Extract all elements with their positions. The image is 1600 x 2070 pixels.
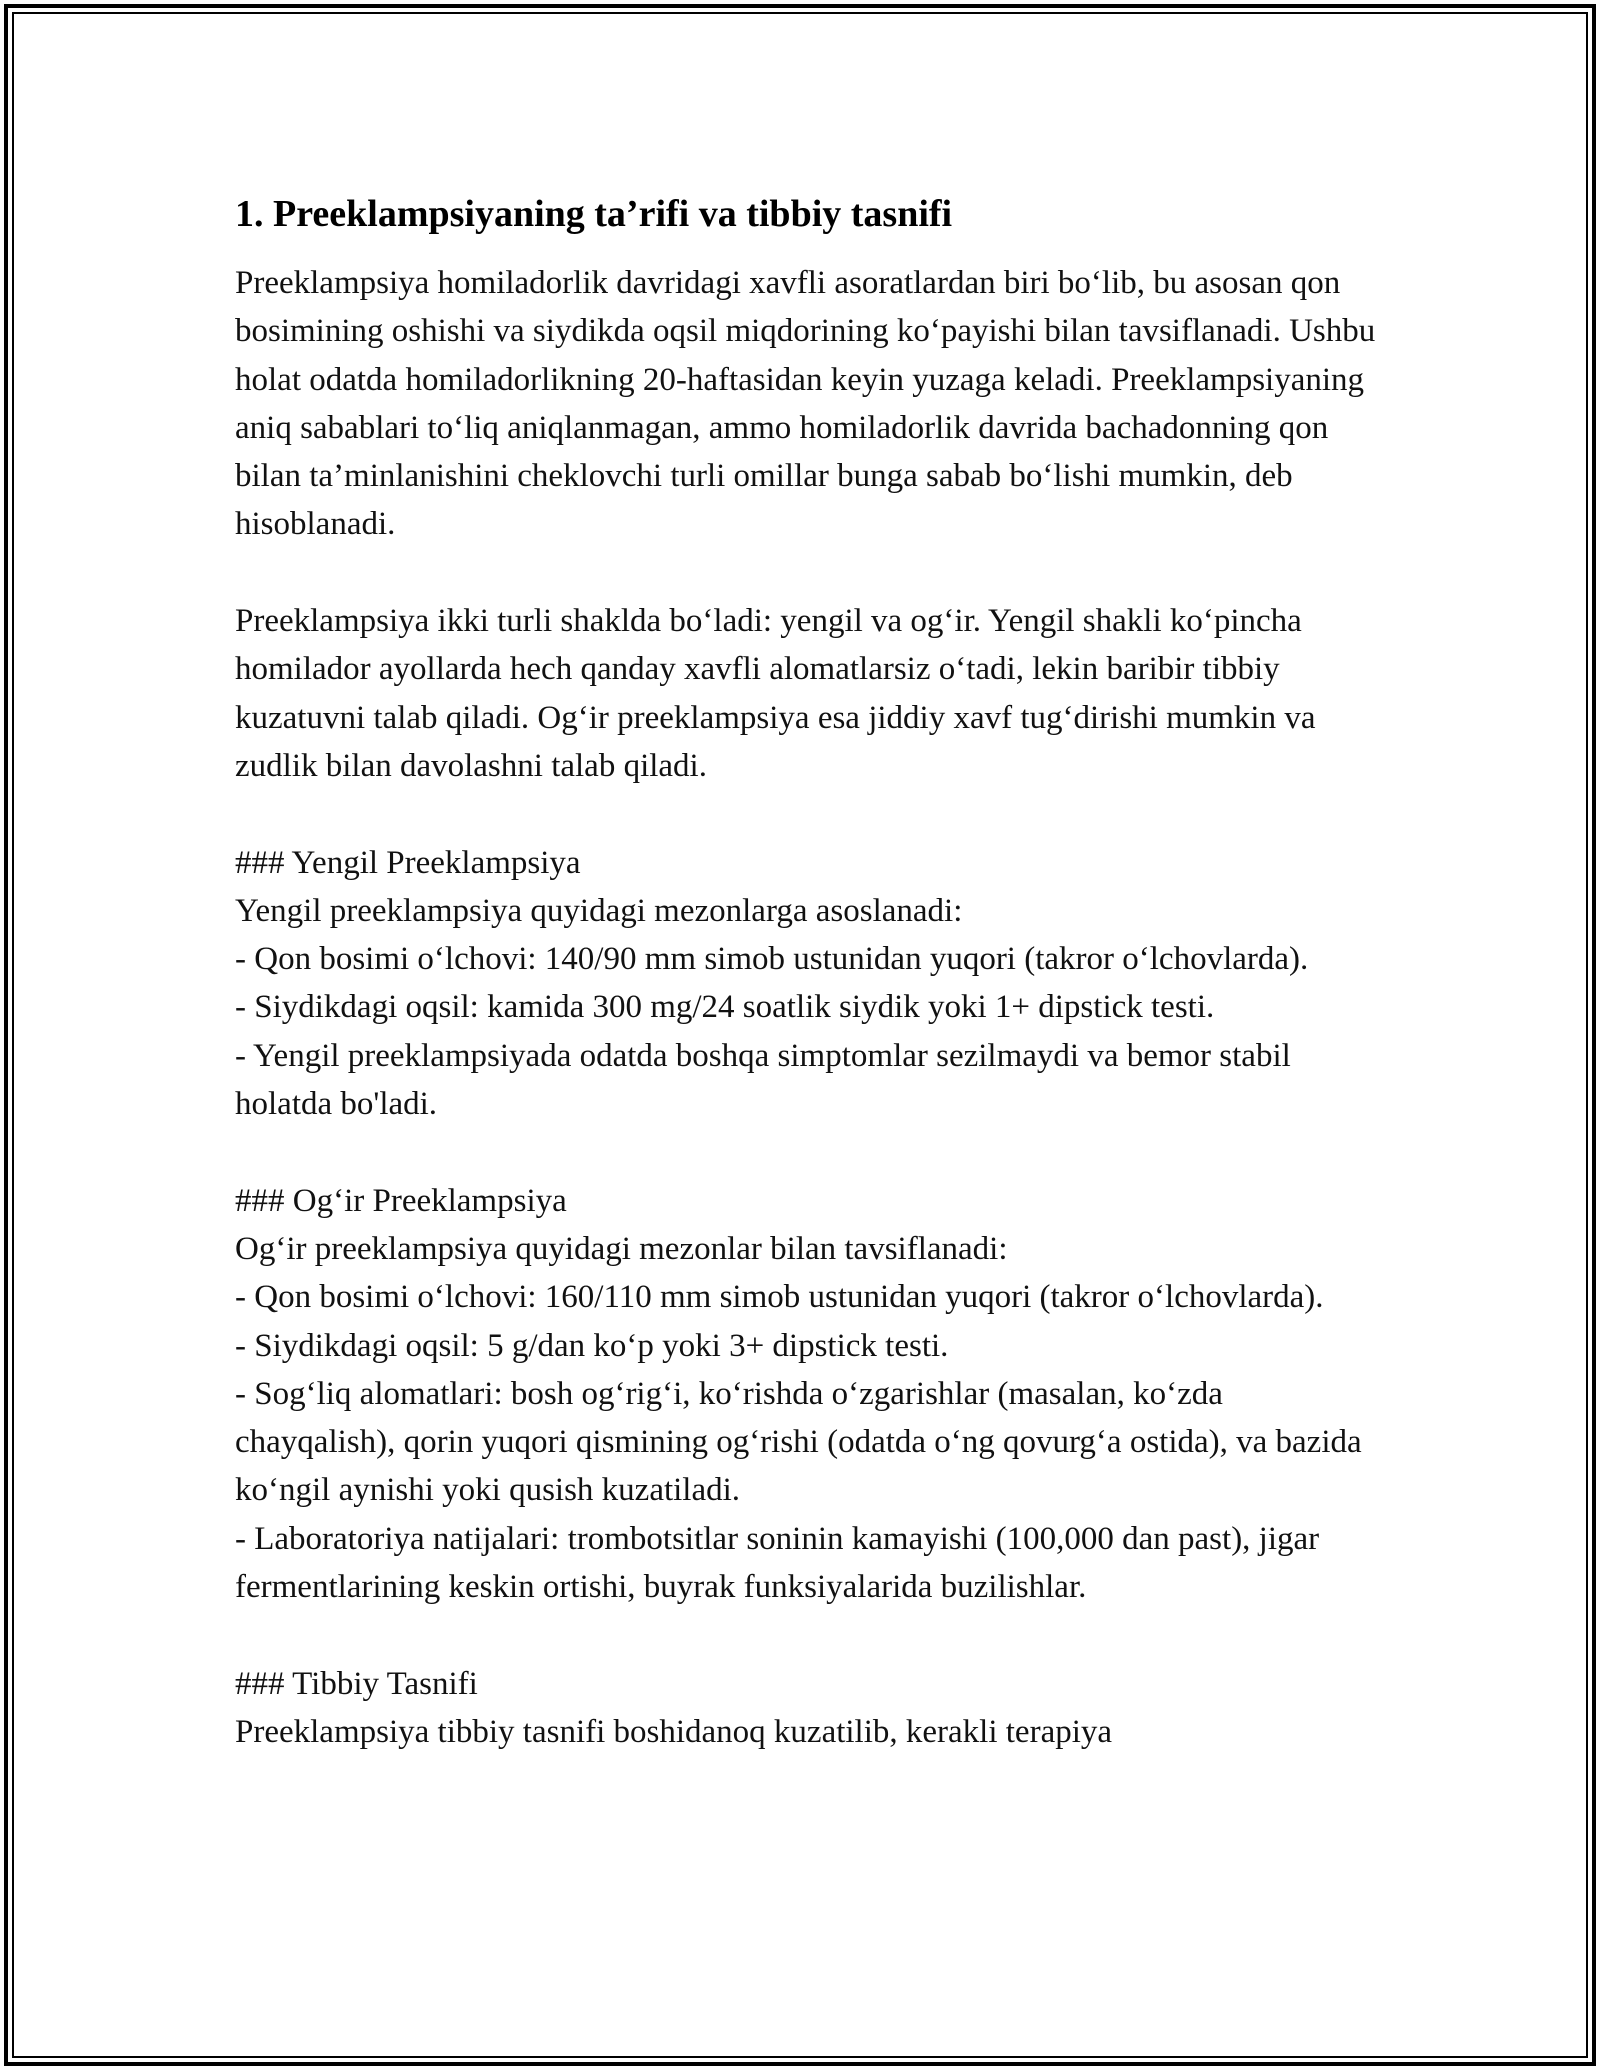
paragraph-forms: Preeklampsiya ikki turli shaklda bo‘ladi: yengil va og‘ir. Yengil shakli ko‘pincha homilador ayollarda hech qanday xavfli alomatlarsiz o‘tadi, lekin baribir tibbiy kuzatuvni talab qiladi. Og‘ir preeklampsiya esa jiddiy xavf tug‘dirishi mumkin va zudlik bilan davolashni talab qiladi. [235,603,1316,784]
section-intro-mild: Yengil preeklampsiya quyidagi mezonlarga asoslanadi: [235,892,963,929]
section-heading-severe: ### Og‘ir Preeklampsiya [235,1182,567,1219]
list-item: - Siydikdagi oqsil: kamida 300 mg/24 soatlik siydik yoki 1+ dipstick testi. [235,989,1215,1026]
section-heading-classification: ### Tibbiy Tasnifi [235,1665,478,1702]
section-mild [235,839,1385,1129]
list-item: - Sog‘liq alomatlari: bosh og‘rig‘i, ko‘rishda o‘zgarishlar (masalan, ko‘zda chayqalish), qorin yuqori qismining og‘rishi (odatda o‘ng qovurg‘a ostida), va bazida ko‘ngil aynishi yoki qusish kuzatiladi. [235,1375,1362,1509]
list-item: - Laboratoriya natijalari: trombotsitlar soninin kamayishi (100,000 dan past), jigar fermentlarining keskin ortishi, buyrak funksiyalarida buzilishlar. [235,1520,1320,1606]
list-item: - Qon bosimi o‘lchovi: 140/90 mm simob ustunidan yuqori (takror o‘lchovlarda). [235,941,1309,978]
document-body [235,188,1385,1756]
section-classification [235,1660,1385,1757]
section-text-classification: Preeklampsiya tibbiy tasnifi boshidanoq kuzatilib, kerakli terapiya [235,1713,1113,1750]
section-heading-mild: ### Yengil Preeklampsiya [235,844,581,881]
list-item: - Yengil preeklampsiyada odatda boshqa simptomlar sezilmaydi va bemor stabil holatda bo'ladi. [235,1037,1291,1123]
section-intro-severe: Og‘ir preeklampsiya quyidagi mezonlar bilan tavsiflanadi: [235,1230,1008,1267]
list-item: - Qon bosimi o‘lchovi: 160/110 mm simob ustunidan yuqori (takror o‘lchovlarda). [235,1279,1324,1316]
section-severe [235,1177,1385,1612]
paragraph-definition: Preeklampsiya homiladorlik davridagi xavfli asoratlardan biri bo‘lib, bu asosan qon bosimining oshishi va siydikda oqsil miqdorining ko‘payishi bilan tavsiflanadi. Ushbu holat odatda homiladorlikning 20-haftasidan keyin yuzaga keladi. Preeklampsiyaning aniq sabablari to‘liq aniqlanmagan, ammo homiladorlik davrida bachadonning qon bilan ta’minlanishini cheklovchi turli omillar bunga sabab bo‘lishi mumkin, deb hisoblanadi. [235,265,1376,543]
page-title: 1. Preeklampsiyaning ta’rifi va tibbiy tasnifi [235,193,953,235]
list-item: - Siydikdagi oqsil: 5 g/dan ko‘p yoki 3+ dipstick testi. [235,1327,949,1364]
